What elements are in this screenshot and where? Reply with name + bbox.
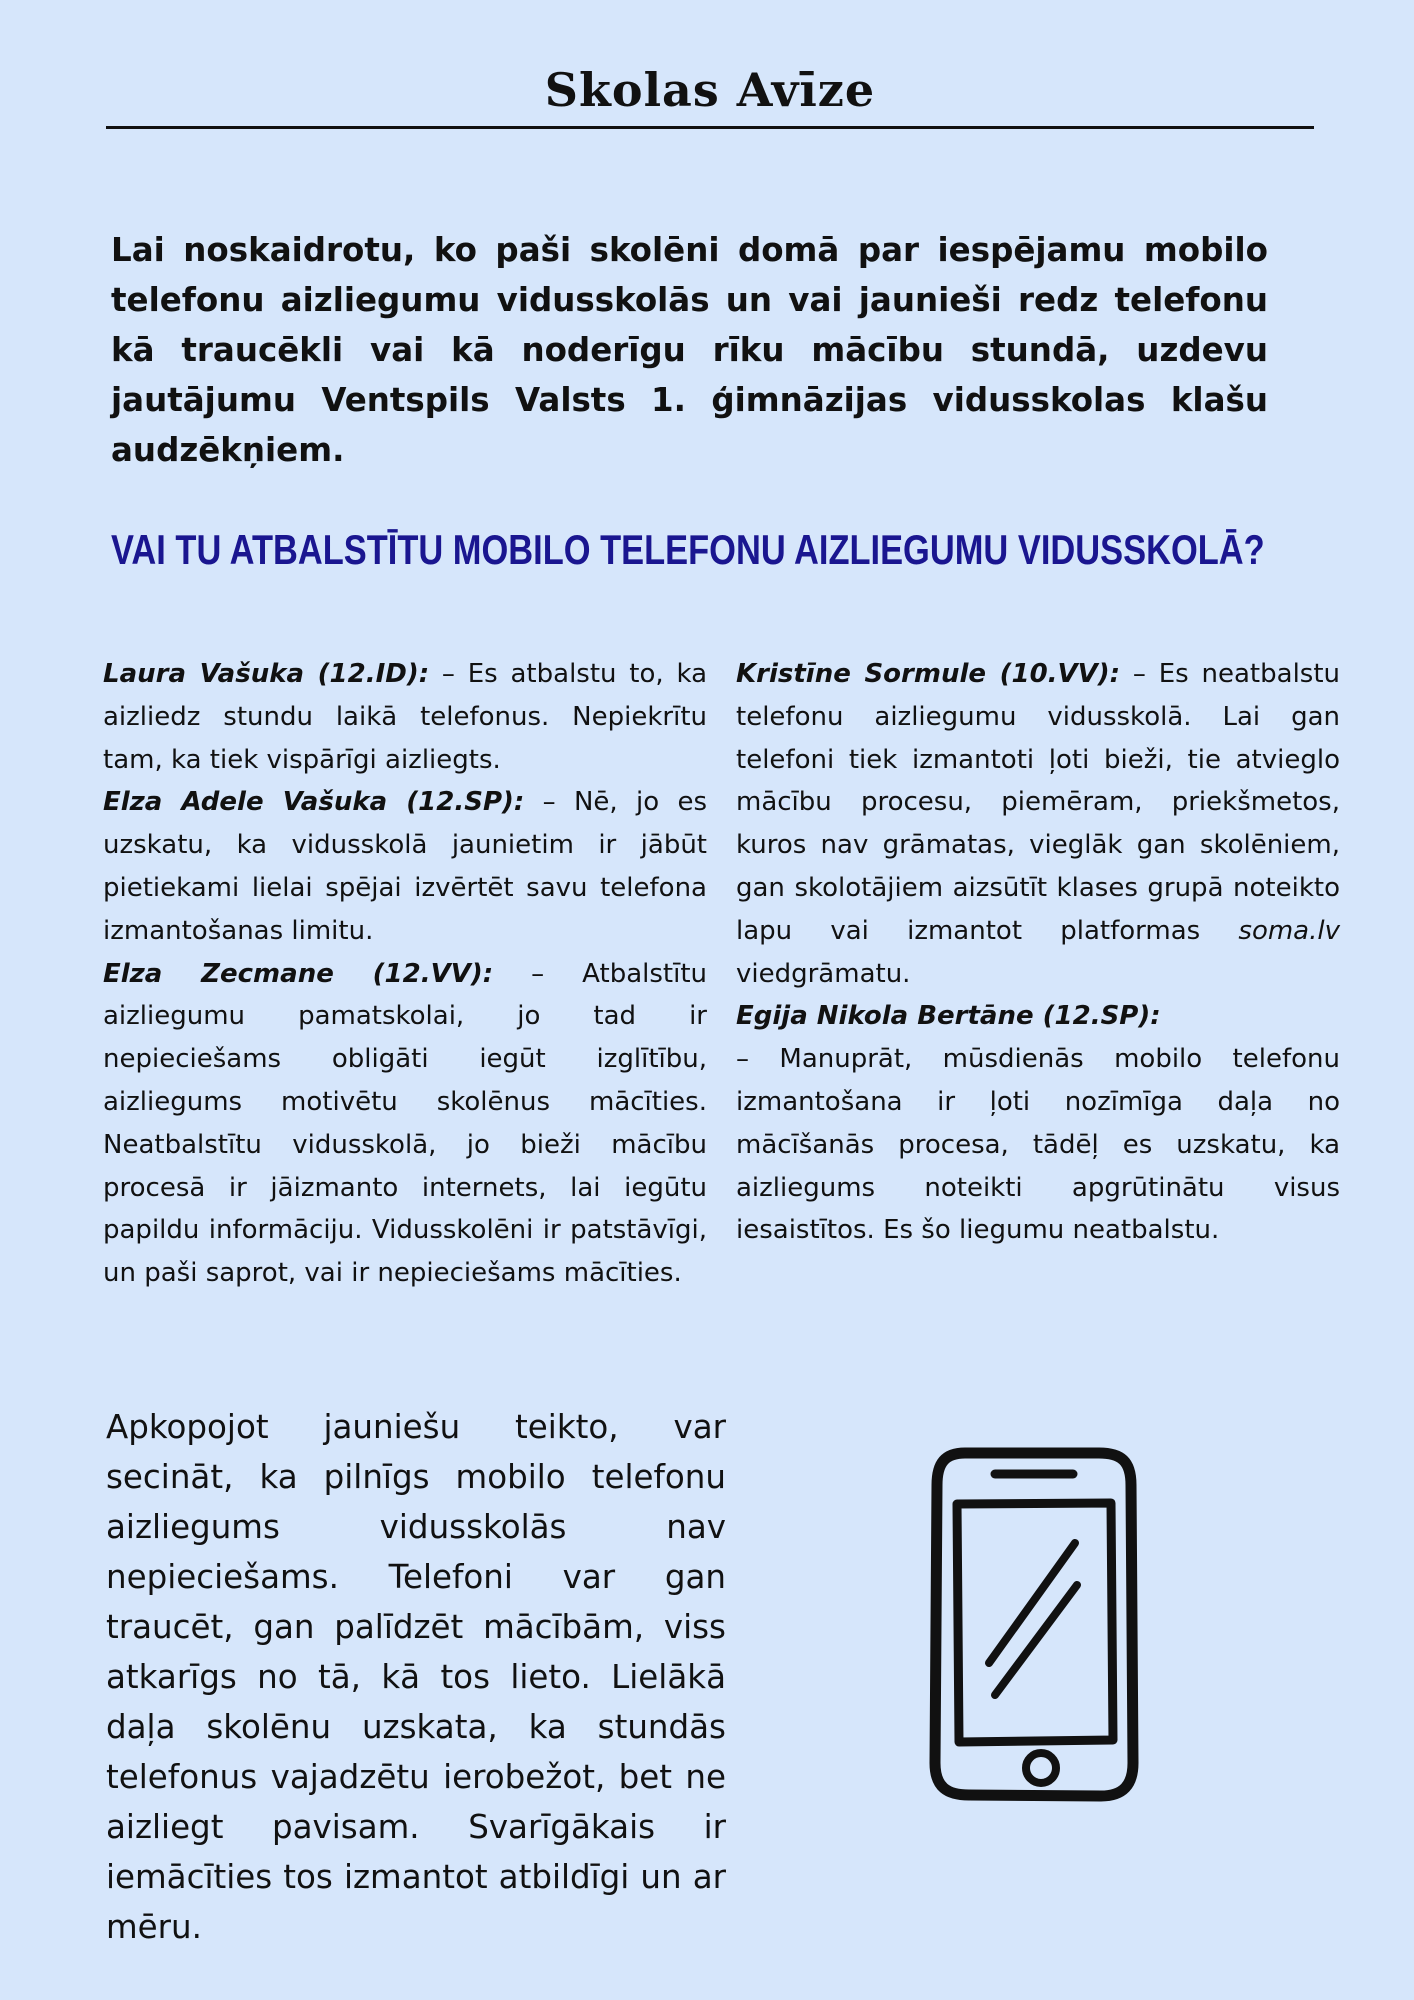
answer-speaker: Elza Zecmane (12.VV): <box>103 958 494 989</box>
survey-question-heading: VAI TU ATBALSTĪTU MOBILO TELEFONU AIZLIEGUMU VIDUSSKOLĀ? <box>111 526 1265 573</box>
answer-item <box>736 653 1340 995</box>
answer-speaker: Laura Vašuka (12.ID): <box>103 659 430 689</box>
answer-text: viedgrāmatu. <box>736 958 911 989</box>
masthead-divider <box>106 126 1314 129</box>
answer-text: – Manuprāt, mūsdienās mobilo telefonu izmantošana ir ļoti nozīmīga daļa no mācīšanās procesa, tādēļ es uzskatu, ka aizliegums noteikti apgrūtinātu visus iesaistītos. Es šo liegumu neatbalstu. <box>736 1044 1340 1246</box>
answer-text: – Atbalstītu aizliegumu pamatskolai, jo tad ir nepieciešams obligāti iegūt izglītību, aizliegums motivētu skolēnus mācīties. Neatbalstītu vidusskolā, jo bieži mācību procesā ir jāizmanto internets, lai iegūtu papildu informāciju. Vidusskolēni ir patstāvīgi, un paši saprot, vai ir nepieciešams mācīties. <box>103 958 707 1289</box>
smartphone-icon <box>925 1445 1145 1805</box>
answer-speaker: Elza Adele Vašuka (12.SP): <box>103 787 525 818</box>
answers-right-column <box>736 653 1340 1252</box>
answer-speaker: Egija Nikola Bertāne (12.SP): <box>736 1001 1161 1032</box>
answer-text: – Nē, jo es uzskatu, ka vidusskolā jaunietim ir jābūt pietiekami lielai spējai izvērtēt savu telefona izmantošanas limitu. <box>103 787 707 946</box>
summary-paragraph: Apkopojot jauniešu teikto, var secināt, ka pilnīgs mobilo telefonu aizliegums vidusskolās nav nepieciešams. Telefoni var gan traucēt, gan palīdzēt mācībām, viss atkarīgs no tā, kā tos lieto. Lielākā daļa skolēnu uzskata, ka stundās telefonus vajadzētu ierobežot, bet ne aizliegt pavisam. Svarīgākais ir iemācīties tos izmantot atbildīgi un ar mēru. <box>106 1408 726 1946</box>
answer-speaker: Kristīne Sormule (10.VV): <box>736 659 1121 689</box>
answer-item <box>103 781 707 952</box>
answer-item <box>103 653 707 781</box>
answer-item <box>736 995 1340 1252</box>
intro-paragraph: Lai noskaidrotu, ko paši skolēni domā par iespējamu mobilo telefonu aizliegumu vidusskolās un vai jaunieši redz telefonu kā traucēkli vai kā noderīgu rīku mācību stundā, uzdevu jautājumu Ventspils Valsts 1. ģimnāzijas vidusskolas klašu audzēkņiem. <box>111 231 1268 469</box>
answer-italic-text: soma.lv <box>1238 915 1340 946</box>
newspaper-masthead: Skolas Avīze <box>544 63 876 117</box>
answer-item <box>103 953 707 1295</box>
answers-left-column <box>103 653 707 1295</box>
answer-text: – Es neatbalstu telefonu aizliegumu vidusskolā. Lai gan telefoni tiek izmantoti ļoti bieži, tie atvieglo mācību procesu, piemēram, priekšmetos, kuros nav grāmatas, vieglāk gan skolēniem, gan skolotājiem aizsūtīt klases grupā noteikto lapu vai izmantot platformas <box>736 659 1341 946</box>
answer-text: – Es atbalstu to, ka aizliedz stundu laikā telefonus. Nepiekrītu tam, ka tiek vispārīgi aizliegts. <box>103 659 708 775</box>
